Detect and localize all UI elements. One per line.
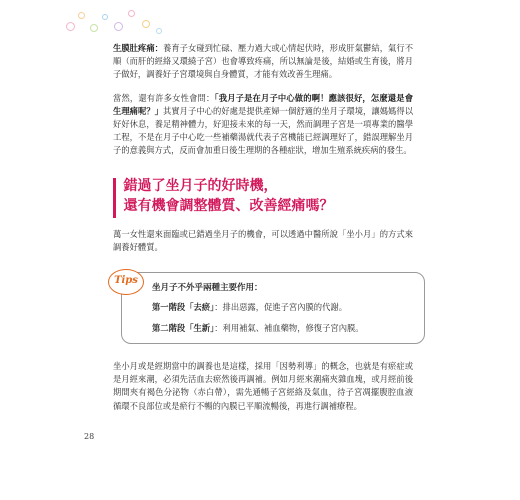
stage-1-text: ：排出惡露，促進子宮內膜的代謝。 [214, 302, 347, 313]
decorative-dot [156, 28, 162, 34]
decorative-dot [128, 10, 135, 17]
decorative-dot [114, 22, 123, 31]
tips-stage-2 [152, 322, 414, 335]
paragraph-text: 其實月子中心的好處是提供產婦一個舒適的坐月子環境，讓媽媽得以好好休息，養足精神體力，好迎接未來的每一天，然而調理子宮是一項專業的醫學工程，不是在月子中心吃一些補藥湯就代表子宮機能已經調理好了，錯誤理解坐月子的意義與方式，反而會加重日後生理期的各種症狀，增加生殖系統疾病的發生。 [113, 105, 413, 156]
decorative-dot [66, 22, 75, 31]
highlighted-quote: 「我月子是在月子中心做的啊！應該很好，怎麼還是會生理痛呢？」 [113, 92, 413, 116]
decorative-dots [66, 8, 196, 44]
section-heading [113, 176, 413, 218]
paragraph-confinement-center [113, 92, 413, 158]
tips-stage-1 [152, 301, 414, 314]
heading-accent-bar [113, 178, 116, 218]
paragraph-text: 當然，還有許多女性會問： [113, 92, 215, 103]
stage-1-label: 第一階段「去瘀」 [152, 302, 215, 313]
paragraph-text: 養育子女碰到忙碌、壓力過大或心情起伏時，形成肝氣鬱結，氣行不順（而肝的經絡又環繞子宮）也會導致疼痛，所以無論是後，結婚或生育後，將月子做好，調養好子宮環境與自身體質，才能有效改善生理痛。 [113, 43, 413, 80]
paragraph-small-confinement: 萬一女性還來面臨或已錯過坐月子的機會，可以透過中醫所說「坐小月」的方式來調養好體質。 [113, 228, 413, 252]
section-title-line-1: 錯過了坐月子的好時機， [123, 177, 278, 194]
tips-box [114, 272, 425, 344]
paragraph-regulation: 坐小月或是經期當中的調養也是這樣，採用「因勢利導」的概念，也就是有瘀症或是月經來潮，必須先活血去瘀然後再調補。例如月經來潮痛夾雜血塊，或月經前後期間夾有褐色分泌物（赤白帶），需先通暢子宮經絡及氣血，待子宮凋擺腹腔血液循環不良部位或是瘀行不暢的內膜已平順流暢後，再進行調補療程。 [113, 361, 413, 411]
section-title-line-2: 還有機會調整體質、改善經痛嗎？ [123, 197, 334, 214]
decorative-dot [142, 20, 150, 28]
stage-2-label: 第二階段「生新」 [152, 323, 215, 334]
stage-2-text: ：利用補氣、補血藥物，修復子宮內膜。 [214, 323, 364, 334]
page-number: 28 [84, 432, 95, 441]
decorative-dot [78, 12, 85, 19]
section-title [124, 176, 334, 216]
decorative-dot [90, 24, 98, 32]
decorative-dot [102, 14, 108, 20]
tips-heading: 坐月子不外乎兩種主要作用： [152, 283, 263, 294]
tips-badge: Tips [108, 269, 144, 295]
paragraph-menstrual-pain [113, 42, 413, 82]
page-body [113, 42, 413, 413]
lead-term: 生膜肚疼痛： [113, 43, 164, 53]
